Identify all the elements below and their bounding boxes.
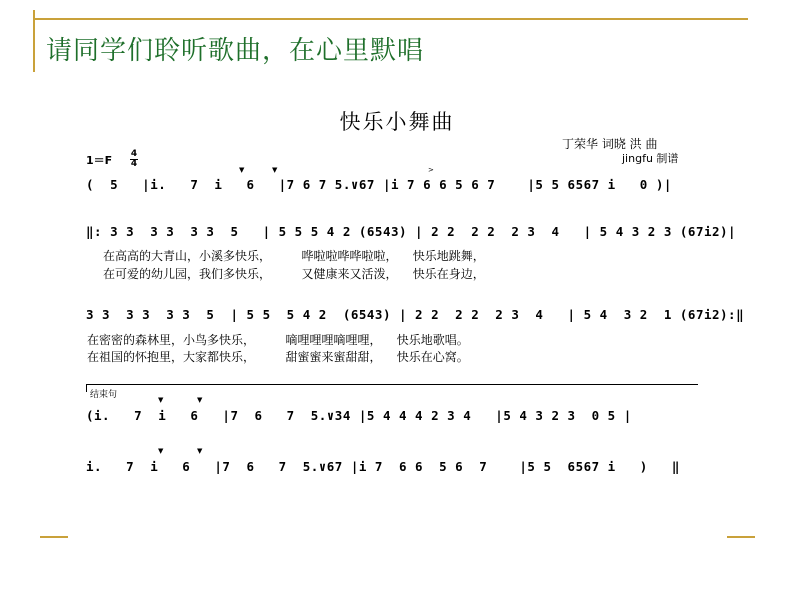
ending-bracket-line <box>86 384 698 385</box>
ending-bracket-tick <box>86 384 87 392</box>
top-accent-line <box>33 18 748 20</box>
bottom-right-accent <box>727 536 755 538</box>
music-line-verse-a: ‖: 3 3 3 3 3 3 5 | 5 5 5 4 2 (6543) | 2 2 2 2 2 3 4 | 5 4 3 2 3 (67i2)| <box>86 224 737 239</box>
lyric-line-1: 在高高的大青山，小溪多快乐， 哗啦啦哗哗啦啦， 快乐地跳舞， <box>103 249 485 263</box>
bottom-left-accent <box>40 536 68 538</box>
music-line-verse-b: 3 3 3 3 3 3 5 | 5 5 5 4 2 (6543) | 2 2 2 2 2 3 4 | 5 4 3 2 1 (67i2):‖ <box>86 307 745 322</box>
song-title: 快乐小舞曲 <box>339 110 455 134</box>
left-accent-line <box>33 10 35 72</box>
music-line-ending-2: i. 7 i 6 |7 6 7 5.∨67 |i 7 6 6 5 6 7 |5 5 6567 i ) ‖ <box>86 459 680 474</box>
lyric-line-3: 在密密的森林里，小鸟多快乐， 嘀哩哩哩嘀哩哩， 快乐地歌唱。 <box>87 333 469 347</box>
slide-title: 请同学们聆听歌曲，在心里默唱 <box>46 36 425 66</box>
ending-label: 结束句 <box>90 390 118 400</box>
lyric-line-2: 在可爱的幼儿园，我们多快乐， 又健康来又活泼， 快乐在身边， <box>103 267 485 281</box>
meter-bottom: 4 <box>130 159 138 169</box>
accent-mark: ▼ <box>272 166 278 174</box>
accent-mark: ▼ <box>197 447 203 455</box>
lyric-line-4: 在祖国的怀抱里，大家都快乐， 甜蜜蜜来蜜甜甜， 快乐在心窝。 <box>87 350 469 364</box>
key-signature: 1＝F <box>86 154 113 167</box>
music-line-ending-1: (i. 7 i 6 |7 6 7 5.∨34 |5 4 4 4 2 3 4 |5 4 3 2 3 0 5 | <box>86 408 632 423</box>
accent-mark: ▼ <box>197 396 203 404</box>
time-signature <box>130 150 138 169</box>
accent-mark: ▼ <box>239 166 245 174</box>
accent-mark: ▼ <box>158 396 164 404</box>
music-line-intro: ( 5 |i. 7 i 6 |7 6 7 5.∨67 |i 7 6 6 5 6 7 |5 5 6567 i 0 )| <box>86 177 672 192</box>
arranger-credit: jingfu 制谱 <box>622 152 679 165</box>
lyricist-composer-credit: 丁荣华 词晓 洪 曲 <box>562 137 658 151</box>
accent-mark: > <box>428 166 434 174</box>
meter-top: 4 <box>130 149 138 159</box>
accent-mark: ▼ <box>158 447 164 455</box>
